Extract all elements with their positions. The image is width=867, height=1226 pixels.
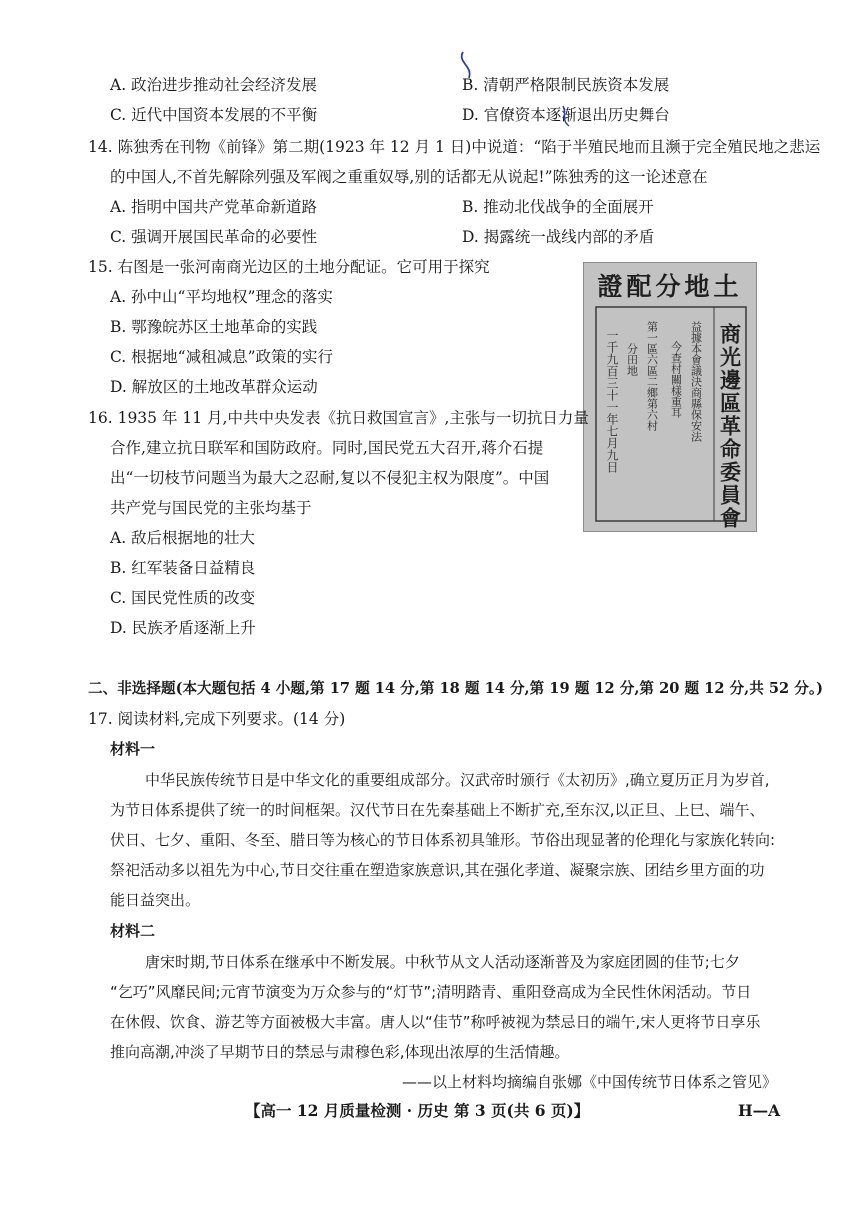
pen-mark-icon xyxy=(455,48,585,138)
q16-option-c: C. 国民党性质的改变 xyxy=(110,589,256,607)
q16-option-a: A. 敌后根据地的壮大 xyxy=(110,529,256,547)
material-source: ——以上材料均摘编自张娜《中国传统节日体系之管见》 xyxy=(401,1073,777,1091)
q16-stem-line4: 共产党与国民党的主张均基于 xyxy=(110,499,312,517)
q14-option-b: B. 推动北伐战争的全面展开 xyxy=(462,198,654,216)
material2-line: “乞巧”风靡民间;元宵节演变为万众参与的“灯节”;清明踏青、重阳登高成为全民性休闲活动。节日 xyxy=(110,983,752,1001)
section-heading: 二、非选择题(本大题包括 4 小题,第 17 题 14 分,第 18 题 14 分,第 19 题 12 分,第 20 题 12 分,共 52 分。) xyxy=(88,680,824,697)
certificate-date: 一千九百三十一年七月九日 xyxy=(605,329,619,473)
certificate-line-3: 第一區六區二鄉第六村 xyxy=(645,321,659,431)
q14-stem-line2: 的中国人,不首先解除列强及军阀之重重奴辱,别的话都无从说起!”陈独秀的这一论述意在 xyxy=(110,168,708,186)
material1-label: 材料一 xyxy=(110,740,156,758)
material1-line: 能日益突出。 xyxy=(110,891,201,909)
paper-version-label: H—A xyxy=(738,1101,781,1120)
material2-line: 在休假、饮食、游艺等方面被极大丰富。唐人以“佳节”称呼被视为禁忌日的端午,宋人更将节日享乐 xyxy=(110,1013,761,1031)
certificate-line-2: 今查村關樣重耳 xyxy=(669,341,683,418)
q16-stem-line3: 出“一切枝节问题当为最大之忍耐,复以不侵犯主权为限度”。中国 xyxy=(110,469,550,487)
material1-line: 为节日体系提供了统一的时间框架。汉代节日在先秦基础上不断扩充,至东汉,以正旦、上巳、端午、 xyxy=(110,801,765,819)
q16-option-d: D. 民族矛盾逐渐上升 xyxy=(110,619,256,637)
q16-stem-line2: 合作,建立抗日联军和国防政府。同时,国民党五大召开,蒋介石提 xyxy=(110,439,544,457)
material2-line: 推向高潮,冲淡了早期节日的禁忌与肃穆色彩,体现出浓厚的生活情趣。 xyxy=(110,1043,570,1061)
q16-stem-line1: 16. 1935 年 11 月,中共中央发表《抗日救国宣言》,主张与一切抗日力量 xyxy=(88,409,589,427)
q13-option-a: A. 政治进步推动社会经济发展 xyxy=(110,76,318,94)
q14-option-c: C. 强调开展国民革命的必要性 xyxy=(110,228,318,246)
material2-label: 材料二 xyxy=(110,922,156,940)
q15-option-a: A. 孙中山“平均地权”理念的落实 xyxy=(110,288,333,306)
material1-line: 中华民族传统节日是中华文化的重要组成部分。汉武帝时颁行《太初历》,确立夏历正月为岁首, xyxy=(145,771,770,789)
q16-option-b: B. 红军装备日益精良 xyxy=(110,559,256,577)
q14-stem-line1: 14. 陈独秀在刊物《前锋》第二期(1923 年 12 月 1 日)中说道：“陷于半殖民地而且濒于完全殖民地之悲运 xyxy=(88,138,821,156)
q14-option-d: D. 揭露统一战线内部的矛盾 xyxy=(462,228,655,246)
q13-option-b: B. 清朝严格限制民族资本发展 xyxy=(462,76,670,94)
q17-stem: 17. 阅读材料,完成下列要求。(14 分) xyxy=(88,710,346,728)
material2-line: 唐宋时期,节日体系在继承中不断发展。中秋节从文人活动逐渐普及为家庭团圆的佳节;七夕 xyxy=(145,953,740,971)
q13-option-c: C. 近代中国资本发展的不平衡 xyxy=(110,106,318,124)
land-certificate-image xyxy=(583,262,757,532)
page-footer: 【高一 12 月质量检测 · 历史 第 3 页(共 6 页)】 xyxy=(245,1101,590,1120)
q15-option-c: C. 根据地“减租减息”政策的实行 xyxy=(110,348,334,366)
q15-option-d: D. 解放区的土地改革群众运动 xyxy=(110,378,318,396)
certificate-line-1: 益據本會議決商縣保安法 xyxy=(689,321,703,442)
material1-line: 祭祀活动多以祖先为中心,节日交往重在塑造家族意识,其在强化孝道、凝聚宗族、团结乡里方面的功 xyxy=(110,861,765,879)
q14-option-a: A. 指明中国共产党革命新道路 xyxy=(110,198,318,216)
q15-stem: 15. 右图是一张河南商光边区的土地分配证。它可用于探究 xyxy=(88,258,490,276)
certificate-issuer: 商光邊區革命委員會 xyxy=(717,323,743,530)
certificate-title: 證配分地土 xyxy=(597,272,743,301)
q15-option-b: B. 鄂豫皖苏区土地革命的实践 xyxy=(110,318,318,336)
certificate-line-4: 分田地 xyxy=(625,343,639,376)
q13-option-d: D. 官僚资本逐渐退出历史舞台 xyxy=(462,106,670,124)
material1-line: 伏日、七夕、重阳、冬至、腊日等为核心的节日体系初具雏形。节俗出现显著的伦理化与家族化转向: xyxy=(110,831,776,849)
